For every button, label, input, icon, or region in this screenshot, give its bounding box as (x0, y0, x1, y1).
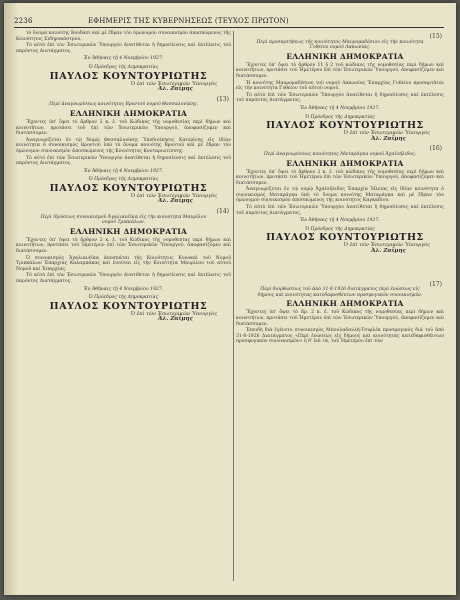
decree-date: Ἐν Ἀθήναις τῇ 4 Νοεμβρίου 1927. (300, 218, 380, 224)
president-name: ΠΑΥΛΟΣ ΚΟΥΝΤΟΥΡΙΩΤΗΣ (49, 70, 208, 82)
paragraph: Τὸ αὐτὸ ἐπὶ τῶν Ἐσωτερικῶν Ὑπουργὸν ἀνατίθεται ἡ δημοσίευσις καὶ ἐκτέλεσις τοῦ παρόντος Διατάγματος. (236, 92, 444, 104)
minister-signature: Ἀλ. Ζαΐμης (158, 316, 193, 323)
paragraph: Τὸ αὐτὸ ἐπὶ τῶν Ἐσωτερικῶν Ὑπουργὸν ἀνατίθεται ἡ δημοσίευσις καὶ ἐκτέλεσις τοῦ παρόντος Διατάγματος. (236, 205, 444, 216)
left-column (16, 31, 231, 327)
paragraph: Ἀναγνωρίζεται ἐν τῷ Νομῷ Θεσσαλονίκης Ὑποδιοίκησις Κατερίνης εἰς ἰδίαν κοινότητα ὁ συνοικισμὸς Βροντοῦ ὑπὸ τὸ ὄνομα κοινότης Βροντοῦ καὶ μὲ ἕδραν τὸν ὁμώνυμον συνοικισμὸν ἀποσπώμενος τῆς Κοινότητος Κονταριωτίσσης. (16, 137, 231, 154)
decree-title: Περὶ διορθώσεως τοῦ ἀπὸ 31-8-1926 διατάγματος περὶ ἑνώσεως εἰς δήμους καὶ κοινότητας κατεδαφισθέντων προσφυγικῶν συνοικισμῶν. (257, 287, 423, 298)
spacer (236, 259, 444, 279)
paragraph: Ἀναγνωρίζεται ἐν τῷ νομῷ Ἀχαϊοήλιδος Ἐπαρχία Ἠλείας εἰς ἰδίαν κοινότητα ὁ συνοικισμὸς Ματαράγκα ὑπὸ τὸ ὄνομα κοινότης Ματαράγκα καὶ μὲ ἕδραν τὸν ὁμώνυμον συνοικισμὸν ἀποσπώμενος τῆς κοινότητος Καγκαδίου. (236, 187, 444, 204)
paragraph: Ὁ συνοικισμὸς Ἀγαλιανέϊκα ἀποσπᾶται τῆς Κοινότητος Κυνοκαὶ τοῦ Νομοῦ Τρικκάλων Ἐπαρχίας Καλαμπάκας καὶ ἑνοῦται εἰς τὴν Κοινότητα Μαυρίλου τοῦ αὐτοῦ Νομοῦ καὶ Ἐπαρχίας. (16, 255, 231, 272)
decree-heading: ΕΛΛΗΝΙΚΗ ΔΗΜΟΚΡΑΤΙΑ (286, 299, 404, 309)
decree-title: Περὶ προσαρτήσεως τῆς κοινότητος Μαυρομαδέσιου εἰς τὴν κοινότητα Γυθείου νομοῦ Λακωνίας. (256, 39, 424, 51)
decree-date: Ἐν Ἀθήναις τῇ 4 Νοεμβρίου 1927. (83, 286, 164, 292)
right-column (236, 31, 444, 346)
page-number: 2236 (14, 17, 33, 25)
column-divider (233, 31, 234, 581)
paragraph: τὸ ὄνομα κοινότης Βουδάσι καὶ μὲ ἕδραν τὸν ὁμώνυμον συνοικισμὸν ἀποσπώμενος τῆς Κοινότητος Σιδηροκάστρου. (16, 31, 231, 42)
minister-title: Ὁ ἐπὶ τῶν Ἐσωτερικῶν Ὑπουργὸς (343, 242, 430, 249)
minister-signature: Ἀλ. Ζαΐμης (371, 248, 406, 255)
paragraph: Τὸ αὐτὸ ἐπὶ τῶν Ἐσωτερικῶν Ὑπουργὸν ἀνατίθεται ἡ δημοσίευσις καὶ ἐκτέλεσις τοῦ παρόντος Διατάγματος. (16, 155, 231, 167)
page-header (14, 17, 378, 25)
decree-date: Ἐν Ἀθήναις τῇ 4 Νοεμβρίου 1927. (300, 105, 380, 111)
decree-title: Περὶ ἰδρύσεως συνοικισμοῦ Ἀγαλιανέϊκα εἰς τὴν κοινότητα Μαυρίλου νομοῦ Τρικκάλων. (40, 214, 207, 226)
decree-title: Περὶ ἀναγνωρίσεως κοινότητος Ματαράγκα νομοῦ Ἀχαϊοήλιδος. (263, 151, 417, 157)
president-name: ΠΑΥΛΟΣ ΚΟΥΝΤΟΥΡΙΩΤΗΣ (266, 232, 424, 244)
decree-date: Ἐν Ἀθήναις τῇ 4 Νοεμβρίου 1927. (83, 168, 164, 174)
minister-title: Ὁ ἐπὶ τῶν Ἐσωτερικῶν Ὑπουργὸς (130, 192, 217, 199)
gazette-page (4, 3, 456, 595)
decree-heading: ΕΛΛΗΝΙΚΗ ΔΗΜΟΚΡΑΤΙΑ (286, 51, 404, 61)
header-rule (14, 27, 444, 28)
minister-title: Ὁ ἐπὶ τῶν Ἐσωτερικῶν Ὑπουργὸς (130, 80, 217, 87)
paragraph: Ἐπειδὴ διὰ ἐγένετο συνοικισμὸς Μπουλαδανλὴ-Τσιφλὲκ προσφυγικός διὰ τοῦ ἀπὸ 31-8-1926 Διατάγματος «Περὶ ἑνώσεως εἰς δήμους καὶ κοινότητας κατεδαφισθέντων προσφυγικῶν συνοικισμῶν» ἡ δ' ἐπὶ τὰ, τοῦ Ἡμετέρου ἐπὶ τῶν (236, 328, 444, 345)
president-title: Ὁ Πρόεδρος τῆς Δημοκρατίας (305, 114, 375, 120)
paragraph: Ἔχοντες ὑπ' ὄψει τὸ ἄρθρον 2 κ. ἐ. τοῦ Κώδικος τῆς νομοθεσίας περὶ δήμων καὶ κοινοτήτων, προτάσει τοῦ Ἡμετέρου ἐπὶ τῶν Ἐσωτερικῶν Ὑπουργοῦ, ἀποφασίζομεν καὶ διατάσσομεν. (16, 237, 231, 255)
president-title: Ὁ Πρόεδρος τῆς Δημοκρατίας (88, 295, 159, 301)
president-name: ΠΑΥΛΟΣ ΚΟΥΝΤΟΥΡΙΩΤΗΣ (49, 300, 208, 312)
paragraph: Ἔχοντες ὑπ' ὄψει τὸ ἄρθρον 11 § 2 τοῦ κώδικος τῆς νομοθεσίας περὶ δήμων καὶ κοινοτήτων, προτάσει τοῦ Ἡμετέρου ἐπὶ τῶν Ἐσωτερικῶν Ὑπουργοῦ, ἀποφασίζομεν καὶ διατάσσομεν. (236, 62, 444, 79)
president-title: Ὁ Πρόεδρος τῆς Δημοκρατίας (88, 64, 159, 70)
minister-signature: Ἀλ. Ζαΐμης (158, 198, 193, 205)
paragraph: Τὸ αὐτὸ ἐπὶ τὸν Ἐσωτερικῶν Ὑπουργὸν ἀνατίθεται ἡ δημοσίευσις καὶ ἐκτέλεσις τοῦ παρόντος Διατάγματος. (16, 273, 231, 284)
minister-title: Ὁ ἐπὶ τῶν Ἐσωτερικῶν Ὑπουργὸς (343, 130, 430, 137)
decree-number: (16) (429, 145, 442, 153)
paragraph: Τὸ αὐτὸ ἐπὶ τὸν Ἐσωτερικῶν Ὑπουργὸν ἀνατίθεται ἡ δημοσίευσις καὶ ἐκτέλεσις τοῦ παρόντος Διατάγματος. (16, 43, 231, 54)
paragraph: Ἡ κοινότης Μαυρομαδέσιου τοῦ νομοῦ Λακωνίας Ἐπαρχίας Γυθείου προσαρτᾶται εἰς τὴν κοινότητα Γυθείου τοῦ αὐτοῦ νομοῦ. (236, 80, 444, 92)
gazette-title: ΕΦΗΜΕΡΙΣ ΤΗΣ ΚΥΒΕΡΝΗΣΕΩΣ (ΤΕΥΧΟΣ ΠΡΩΤΟΝ) (88, 17, 289, 25)
minister-signature: Ἀλ. Ζαΐμης (158, 86, 193, 93)
paragraph: Ἔχοντες ὑπ' ὄψει τὸ ἄρ. 2 κ. ἐ. τοῦ Κώδικος τῆς νομοθεσίας περὶ δήμων καὶ κοινοτήτων, προτάσει τοῦ Ἡμετέρου ἐπὶ τῶν Ἐσωτερικῶν Ὑπουργοῦ, ἀποφασίζομεν καὶ διατάσσομεν. (236, 310, 444, 327)
president-title: Ὁ Πρόεδρος τῆς Δημοκρατίας (305, 226, 375, 232)
decree-title: Περὶ ἀναγνωρίσεως κοινότητος Βροντοῦ νομοῦ Θεσσαλονίκης. (49, 102, 198, 108)
president-title: Ὁ Πρόεδρος τῆς Δημοκρατίας (88, 177, 159, 183)
minister-title: Ὁ ἐπὶ τῶν Ἐσωτερικῶν Ὑπουργὸς (130, 310, 217, 317)
paragraph: Ἔχοντες ὑπ' ὄψει τὸ ἄρθρον 2 κ. ἐ. τοῦ Κώδικος τῆς νομοθεσίας περὶ δήμων καὶ κοινοτήτων, προτάσει τοῦ ἐπὶ τῶν Ἐσωτερικῶν Ὑπουργοῦ, ἀποφασίζομεν καὶ διατάσσομεν. (16, 119, 231, 137)
decree-number: (14) (216, 208, 229, 216)
decree-number: (13) (216, 95, 229, 103)
decree-number: (15) (429, 33, 442, 40)
president-name: ΠΑΥΛΟΣ ΚΟΥΝΤΟΥΡΙΩΤΗΣ (266, 120, 424, 132)
decree-heading: ΕΛΛΗΝΙΚΗ ΔΗΜΟΚΡΑΤΙΑ (69, 226, 188, 236)
decree-heading: ΕΛΛΗΝΙΚΗ ΔΗΜΟΚΡΑΤΙΑ (286, 158, 404, 168)
president-name: ΠΑΥΛΟΣ ΚΟΥΝΤΟΥΡΙΩΤΗΣ (49, 182, 208, 194)
decree-number: (17) (429, 280, 442, 288)
decree-heading: ΕΛΛΗΝΙΚΗ ΔΗΜΟΚΡΑΤΙΑ (69, 108, 188, 118)
paragraph: Ἔχοντες ὑπ' ὄψει τὸ ἄρθρον 2 κ. ἐ. τοῦ κώδικος τῆς νομοθεσίας περὶ δήμων καὶ κοινοτήτων, προτάσει τοῦ Ἡμετέρου ἐπὶ τῶν Ἐσωτερικῶν Ὑπουργοῦ, ἀποφασίζομεν καὶ διατάσσομεν. (236, 169, 444, 186)
decree-date: Ἐν Ἀθήναις τῇ 4 Νοεμβρίου 1927. (83, 56, 164, 62)
minister-signature: Ἀλ. Ζαΐμης (371, 135, 406, 142)
